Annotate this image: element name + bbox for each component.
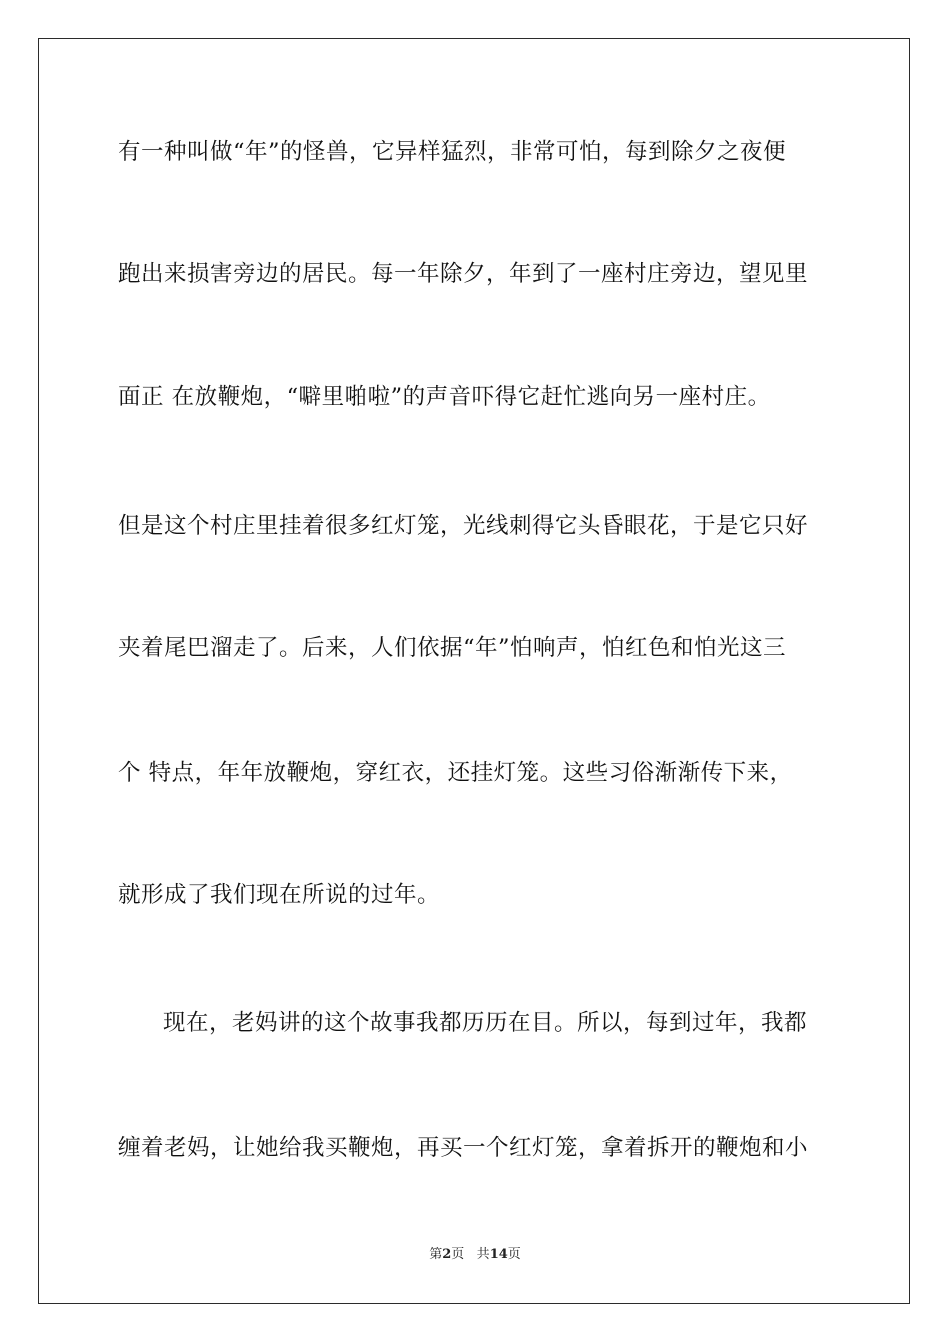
page-prefix: 第	[429, 1247, 443, 1262]
text-line: 面正 在放鞭炮，“噼里啪啦”的声音吓得它赶忙逃向另一座村庄。	[118, 384, 771, 410]
text-line: 但是这个村庄里挂着很多红灯笼，光线刺得它头昏眼花，于是它只好	[118, 513, 809, 539]
paragraph-start-line: 现在，老妈讲的这个故事我都历历在目。所以，每到过年，我都	[163, 1010, 808, 1036]
total-pages: 14	[489, 1247, 508, 1262]
text-line: 缠着老妈，让她给我买鞭炮，再买一个红灯笼，拿着拆开的鞭炮和小	[118, 1135, 809, 1161]
text-line: 有一种叫做“年”的怪兽，它异样猛烈，非常可怕，每到除夕之夜便	[118, 139, 787, 165]
text-line: 夹着尾巴溜走了。后来，人们依据“年”怕响声，怕红色和怕光这三	[118, 635, 787, 661]
text-line: 个 特点，年年放鞭炮，穿红衣，还挂灯笼。这些习俗渐渐传下来，	[118, 760, 793, 786]
text-line: 跑出来损害旁边的居民。每一年除夕，年到了一座村庄旁边，望见里	[118, 261, 809, 287]
text-line: 就形成了我们现在所说的过年。	[118, 882, 441, 908]
total-suffix: 页	[507, 1247, 521, 1262]
page-footer	[0, 1246, 950, 1264]
page-suffix: 页	[451, 1247, 465, 1262]
page-number: 2	[442, 1247, 452, 1262]
total-prefix: 共	[476, 1247, 490, 1262]
page-border	[38, 38, 910, 1304]
